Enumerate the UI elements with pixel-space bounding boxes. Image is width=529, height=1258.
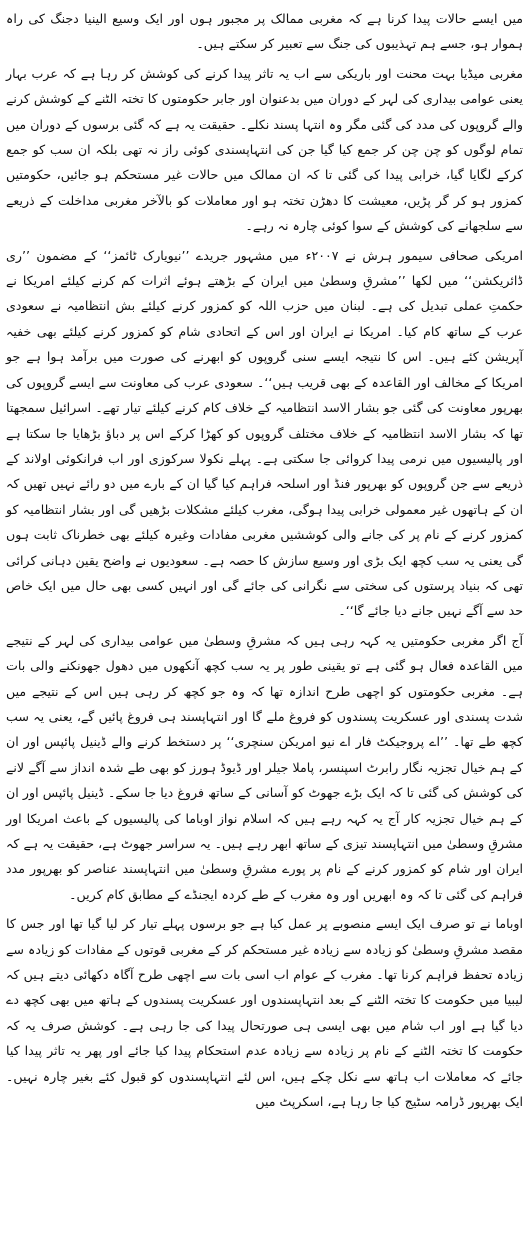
paragraph-4: آج اگر مغربی حکومتیں یہ کہہ رہی ہیں کہ مشرقِ وسطیٰ میں عوامی بیداری کی لہر کے نتیجے میں القاعدہ فعال ہو گئی ہے تو یقینی طور پر یہ سب کچھ آنکھوں میں دھول جھونکنے والی بات ہے۔ مغربی حکومتوں کو اچھی طرح اندازہ تھا کہ وہ جو کچھ کر رہی ہیں اس کے نتیجے میں شدت پسندی اور عسکریت پسندوں کو فروغ ملے گا اور انتہاپسند ہی فروغ پائیں گے، یعنی یہ سب کچھ طے تھا۔ ’’اے پروجیکٹ فار اے نیو امریکن سنچری‘‘ پر دستخط کرنے والے ڈینیل پائپس اور ان کے ہم خیال تجزیہ نگار رابرٹ اسپنسر، پاملا جیلر اور ڈیوڈ ہورز کو بھی طے شدہ انداز سے آگے لانے کی کوشش کی گئی تا کہ ایک بڑے جھوٹ کو آسانی کے ساتھ فروغ دیا جا سکے۔ ڈینیل پائپس اور ان کے ہم خیال تجزیہ کار آج یہ کہہ رہے ہیں کہ اسلام نواز اوباما کی پالیسیوں کے باعث امریکا اور مشرقِ وسطیٰ میں انتہاپسند تیزی کے ساتھ ابھر رہے ہیں۔ یہ سراسر جھوٹ ہے، حقیقت یہ ہے کہ ایران اور شام کو کمزور کرنے کے نام پر پورے مشرقِ وسطیٰ میں انتہاپسند عناصر کو بھرپور مدد فراہم کی گئی تا کہ وہ ابھریں اور وہ مغرب کے طے کردہ ایجنڈے کے مطابق کام کریں۔: [6, 632, 523, 902]
paragraph-2: مغربی میڈیا بہت محنت اور باریکی سے اب یہ تاثر پیدا کرنے کی کوشش کر رہا ہے کہ عرب بہار یعنی عوامی بیداری کی لہر کے دوران میں بدعنوان اور جابر حکومتوں کا تختہ الٹنے کے کوشش کرنے والے گروپوں کی مدد کی گئی مگر وہ انتہا پسند نکلے۔ حقیقت یہ ہے کہ گئی برسوں کے دوران میں تمام لوگوں کو چن چن کر جمع کیا گیا جن کی انتہاپسندی کوئی راز نہ تھی بلکہ ان سب کو جمع کرکے لگایا گیا، خرابی پیدا کی گئی تا کہ ان ممالک میں حالات غیر مستحکم ہو جائیں، حکومتیں کمزور ہو کر گر پڑیں، معیشت کا دھڑن تختہ ہو اور معاملات کو بالآخر مغربی مداخلت کے ذریعے سے سلجھانے کی کوشش کے سوا کوئی چارہ نہ رہے۔: [6, 65, 523, 234]
paragraph-3: امریکی صحافی سیمور ہرش نے ۲۰۰۷ء میں مشہور جریدے ’’نیویارک ٹائمز‘‘ کے مضمون ’’ری ڈائریکشن‘‘ میں لکھا ’’مشرقِ وسطیٰ میں ایران کے بڑھتے ہوئے اثرات کم کرنے کیلئے امریکا نے حکمتِ عملی تبدیل کی ہے۔ لبنان میں حزب اللہ کو کمزور کرنے کیلئے بش انتظامیہ نے سعودی عرب کے ساتھ کام کیا۔ امریکا نے ایران اور اس کے اتحادی شام کو کمزور کرنے کیلئے بھی خفیہ آپریشن کئے ہیں۔ اس کا نتیجہ ایسے سنی گروپوں کو ابھرنے کی صورت میں برآمد ہوا ہے جو امریکا کے مخالف اور القاعدہ کے بھی قریب ہیں‘‘۔ سعودی عرب کی معاونت سے ایسے گروپوں کی بھرپور معاونت کی گئی جو بشار الاسد انتظامیہ کے خلاف کام کرنے کیلئے تیار تھے۔ اسرائیل سمجھتا تھا کہ بشار الاسد انتظامیہ کے خلاف مختلف گروپوں کو کھڑا کرکے اس پر دباؤ بڑھایا جا سکتا ہے اور پالیسیوں میں نرمی پیدا کروائی جا سکتی ہے۔ پہلے نکولا سرکوزی اور اب فرانکوئی اولاند کے ذریعے سے جن گروپوں کو بھرپور فنڈ اور اسلحہ فراہم کیا گیا ان کے بارے میں دو رائے نہیں تھیں کہ ان کے ہاتھوں غیر معمولی خرابی پیدا ہوگی، مغرب کیلئے مشکلات بڑھیں گی اور بشار انتظامیہ کو کمزور کرنے کے نام پر کی جانے والی کوششیں مغربی مفادات وغیرہ کیلئے بھی خطرناک ثابت ہوں گی یعنی یہ سب کچھ ایک بڑی اور وسیع سازش کا حصہ ہے۔ سعودیوں نے واضح یقین دہانی کرائی تھی کہ بنیاد پرستوں کی سختی سے نگرانی کی جائے گی اور انہیں کسی بھی حال میں ایک خاص حد سے آگے نہیں جانے دیا جائے گا‘‘۔: [6, 247, 523, 619]
paragraph-5: اوباما نے تو صرف ایک ایسے منصوبے پر عمل کیا ہے جو برسوں پہلے تیار کر لیا گیا تھا اور جس کا مقصد مشرقِ وسطیٰ کو زیادہ سے زیادہ غیر مستحکم کر کے مغربی قوتوں کے مفادات کو زیادہ سے زیادہ تحفظ فراہم کرنا تھا۔ مغرب کے عوام اب اسی بات سے اچھی طرح آگاہ دکھائی دیتے ہیں کہ لیبیا میں حکومت کا تختہ الٹنے کے بعد انتہاپسندوں اور عسکریت پسندوں کے ہاتھ میں بھی کچھ دے دیا گیا ہے اور اب شام میں بھی ایسی ہی صورتحال پیدا کی جا رہی ہے۔ کوشش صرف یہ کہ حکومت کا تختہ الٹنے کے نام پر زیادہ سے زیادہ عدم استحکام پیدا کیا جائے اور پھر یہ تاثر پیدا کیا جائے کہ معاملات اب ہاتھ سے نکل چکے ہیں، اس لئے انتہاپسندوں کو قبول کئے بغیر چارہ نہیں۔ ایک بھرپور ڈرامہ سٹیج کیا جا رہا ہے، اسکرپٹ میں: [6, 916, 523, 1110]
paragraph-1: میں ایسے حالات پیدا کرنا ہے کہ مغربی ممالک پر مجبور ہوں اور ایک وسیع الینیا دجنگ کی راہ ہموار ہو، جسے ہم تہذیبوں کی جنگ سے تعبیر کر سکتے ہیں۔: [6, 11, 523, 52]
